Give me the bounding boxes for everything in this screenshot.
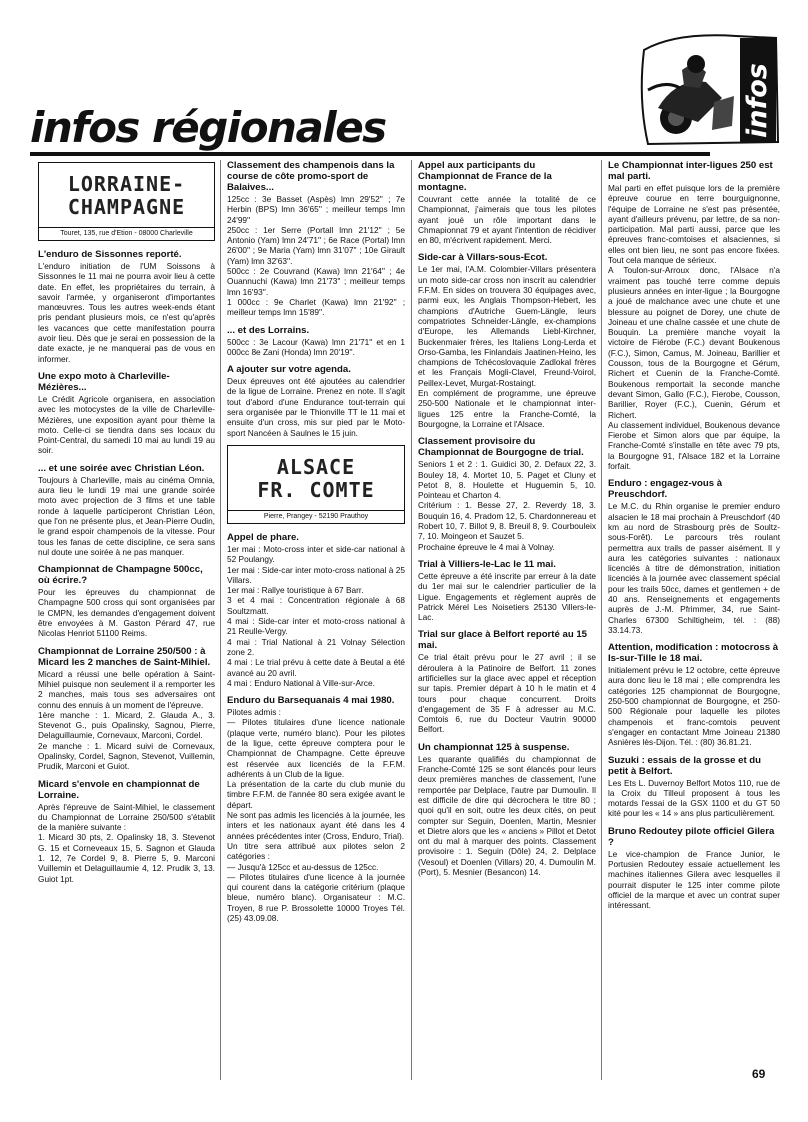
- article-title: Appel de phare.: [227, 531, 299, 543]
- article: [227, 532, 405, 688]
- article-title: Attention, modification : motocross à Is-sur-Tille le 18 mai.: [608, 642, 779, 665]
- article-title: Championnat de Champagne 500cc, où écrire.?: [38, 564, 203, 587]
- article-body: Le vice-champion de France Junior, le Portusien Redoutey essaie actuellement les machines italiennes Gilera avec lesquelles il pourrait disputer le 125 inter comme pilote officiel de la marque et avec un contrat super intéressant.: [608, 848, 780, 911]
- article: [608, 160, 780, 471]
- column-1: [38, 160, 215, 1080]
- article-title: Trial sur glace à Belfort reporté au 15 mai.: [418, 629, 588, 652]
- article-title: Le Championnat inter-ligues 250 est mal parti.: [608, 160, 773, 182]
- article: [608, 826, 780, 911]
- article: [38, 463, 215, 557]
- article-title: ... et une soirée avec Christian Léon.: [38, 462, 205, 474]
- article-body: Cette épreuve a été inscrite par erreur à la date du 1er mai sur le calendrier particulier de la Ligue. Engagements et règlement auprès de Patrick Mérel Les Noisetiers 25130 Villers-le-Lac.: [418, 570, 596, 623]
- page-title: infos régionales: [30, 103, 386, 152]
- article-title: Enduro : engagez-vous à Preuschdorf.: [608, 478, 723, 501]
- article: [38, 564, 215, 638]
- column-divider: [411, 160, 412, 1080]
- column-3: [418, 160, 596, 1080]
- article-body: 125cc : 3e Basset (Aspès) lmn 29'52'' ; 7e Herbin (BPS) lmn 36'65'' ; meilleur temps lmn 24'99'' 250cc : 1er Serre (Portall lmn 21'12'' ; 5e Antonio (Yam) lmn 24'71'' ; 6e Race (Portal) lmn 26'00'' ; 9e Maria (Yam) lmn 31'07'' ; 10e Girault (Yam) lmn 32'63''. 500cc : 2e Couvrand (Kawa) lmn 21'64'' ; 4e Ouannuchi (Kawa) lmn 21'73'' ; meilleur temps lmn 16'93''. 1 000cc : 9e Charlet (Kawa) lmn 21'92'' ; meilleur temps lmn 15'89''.: [227, 194, 405, 318]
- article: [418, 436, 596, 552]
- article-body: Couvrant cette année la totalité de ce Championnat, j'aimerais que tous les pilotes ayant joué un rôle important dans le Chmapionnat 79 et ayant l'intention de récidiver en 80, m'écrivent rapidement. Merci.: [418, 194, 596, 246]
- article-title: Suzuki : essais de la grosse et du petit à Belfort.: [608, 754, 762, 777]
- infos-logo: [636, 30, 782, 148]
- article-title: Classement des champenois dans la course de côte promo-sport de Balaives...: [227, 160, 395, 193]
- article-title: Une expo moto à Charleville-Mézières...: [38, 370, 170, 393]
- article-body: Les quarante qualifiés du championnat de Franche-Comté 125 se sont élancés pour leurs deux premières manches de classement, l'une remportée par Delplace, l'autre par Dumoulin. Il est difficile de dire qui décrochera le titre 80 ; quoi qu'il en soit, outre les deux cités, on peut compter sur Seguin, Doenlen, Martin, Mesnier et Dietre alors que les « anciens » Pillot et Detot ont du mal à marquer des points. Classement provisoire : 1. Seguin (Dôle) 24, 2. Delplace (Vesoul) et Doenlen (Villars) 20, 4. Dumoulin M. (Port), 5. Mesnier (Besancon) 14.: [418, 753, 596, 878]
- article-body: Pour les épreuves du championnat de Champagne 500 cross qui sont organisées par le CMPN, les demandes d'engagement doivent être envoyées à M. Gaston Pérard 47, rue Nicolas Henriot 51100 Reims.: [38, 587, 215, 639]
- article-body: Le M.C. du Rhin organise le premier enduro alsacien le 18 mai prochain à Preuschdorf (40 km au nord de Strasbourg près de Soultz-sous-Forêt). Le parcours très roulant permettra aux trails de passer aisément. Il y aura les catégories suivantes : nationaux licenciés à titre de démonstration, initiation licenciés à la journée avec classement spécial pour les trails 50cc, dames et gentlemen + de 40 ans. Renseignements et engagements auprès de J.-M. Pfrimmer, 34, rue Saint-Charles 67300 Schiltigheim, tél. : (88) 33.14.73.: [608, 501, 780, 635]
- article-body: 1er mai : Moto-cross inter et side-car national à 52 Poulangy. 1er mai : Side-car inter moto-cross national à 25 Villars. 1er mai : Rallye touristique à 67 Barr. 3 et 4 mai : Concentration régionale à 68 Soultzmatt. 4 mai : Side-car inter et moto-cross national à 21 Reulle-Vergy. 4 mai : Trial National à 21 Volnay Sélection zone 2. 4 mai : Le trial prévu à cette date à Beutal a été avancé au 20 avril. 4 mai : Enduro National à Ville-sur-Arce.: [227, 543, 405, 688]
- region-name: LORRAINE- CHAMPAGNE: [67, 172, 186, 219]
- article: [418, 252, 596, 429]
- article-title: Enduro du Barsequanais 4 mai 1980.: [227, 695, 395, 707]
- article-title: Un championnat 125 à suspense.: [418, 741, 570, 753]
- article: [418, 160, 596, 245]
- article: [608, 755, 780, 819]
- article-title: L'enduro de Sissonnes reporté.: [38, 249, 182, 260]
- article-title: Micard s'envole en championnat de Lorraine.: [38, 778, 200, 801]
- article: [38, 779, 215, 884]
- article-title: Side-car à Villars-sous-Ecot.: [418, 252, 548, 264]
- article: [608, 478, 780, 635]
- title-rule: [30, 152, 710, 156]
- logo-text: infos: [742, 63, 773, 138]
- article-title: Bruno Redoutey pilote officiel Gilera ?: [608, 825, 775, 848]
- article-body: Seniors 1 et 2 : 1. Guidici 30, 2. Defaux 22, 3. Bouley 18, 4. Mortet 10, 5. Paget et Cluny et Petot 8, 8. Houlette et Huguemin 5, 10. Pointeau et Charton 4. Critérium : 1. Besse 27, 2. Reverdy 18, 3. Bouquin 16, 4. Pradom 12, 5. Chardonnereau et Robert 10, 7. Billot 9, 8. Breuil 8, 9. Courbouleix 7, 10. Moingeon et Sauzet 5. Prochaine épreuve le 4 mai à Volnay.: [418, 459, 596, 552]
- column-divider: [601, 160, 602, 1080]
- article: [227, 325, 405, 358]
- column-2: [227, 160, 405, 1080]
- article-body: Le Crédit Agricole organisera, en association avec les motocystes de la ville de Charleville-Mézières, une exposition ayant pour thème la moto. Celle-ci se tiendra dans ses locaux du Point-Central, du samedi 10 mai au lundi 19 au soir.: [38, 393, 215, 456]
- article: [38, 249, 215, 364]
- article: [227, 364, 405, 438]
- article-body: Les Ets L. Duvernoy Belfort Motos 110, rue de la Croix du Tilleul proposent à tous les motards l'essai de la GSX 1100 et du GT 50 kité pour les « 14 » ans plus particulièrement.: [608, 777, 780, 819]
- article-body: Deux épreuves ont été ajoutées au calendrier de la ligue de Lorraine. Prenez en note. Il s'agit tout d'abord d'une Endurance tout-terrain qui sera organisée par le Thionville TT le 11 mai et ensuite d'un cross, mis sur pied par le Moto-sport Nancéen à Saulnes le 15 juin.: [227, 376, 405, 438]
- article: [418, 559, 596, 622]
- article-title: ... et des Lorrains.: [227, 324, 310, 336]
- region-header: [38, 162, 215, 241]
- article-body: Toujours à Charleville, mais au cinéma Omnia, aura lieu le lundi 19 mai une grande soirée moto avec projection de 3 films et une table ronde à laquelle participeront Christian Léon, que l'on ne présente plus, et Jean-Pierre Oudin, le grand espoir champenois de la vitesse. Pour tous les fanas de cette discipline, ce sera sans nul doute une soirée à ne pas manquer.: [38, 474, 215, 557]
- article-title: Trial à Villiers-le-Lac le 11 mai.: [418, 558, 556, 570]
- article: [227, 160, 405, 318]
- region-header: [227, 445, 405, 524]
- article-body: Après l'épreuve de Saint-Mihiel, le classement du Championnat de Lorraine 250/500 s'établit de la manière suivante : 1. Micard 30 pts, 2. Opalinsky 18, 3. Stevenot G. 15 et Corneveaux 15, 5. Sagnon et Glauda 1. 12, 7e Cordel 9, 8. Pierre 5, 9. Marconi Vuillemin et Delaguillaumie 4, 12. Prudik 3, 13. Guiot 1pt.: [38, 801, 215, 884]
- region-address: Pierre, Prangey - 52190 Prauthoy: [228, 510, 404, 523]
- article-title: Appel aux participants du Championnat de France de la montagne.: [418, 160, 552, 193]
- page-number: 69: [752, 1067, 766, 1081]
- article: [608, 642, 780, 747]
- article-body: L'enduro initiation de l'UM Soissons à Sissonnes le 11 mai ne pourra avoir lieu à cette date. En effet, les propriétaires du terrain, à savoir l'armée, y organiseront d'importantes manœuvres. Tous les autres week-ends étant pris pendant plusieurs mois, ce n'est qu'après les vacances que cette manifestation pourra avoir lieu. Dès que je serai en possession de la date exacte, je ne manquerai pas de vous en informer.: [38, 261, 215, 364]
- article: [38, 646, 215, 772]
- article-body: Ce trial était prévu pour le 27 avril ; il se déroulera à la Patinoire de Belfort. 11 zones artificielles sur la glace avec appel et réception sur tapis. Premier départ à 10 h le matin et 4 tours pour chaque concurrent. Droits d'engagement de 35 F à adresser au M.C. Comtois 6, rue du Docteur Vautrin 90000 Belfort.: [418, 652, 596, 735]
- article-body: Initialement prévu le 12 octobre, cette épreuve aura donc lieu le 18 mai ; elle comprendra les catégories 125 championnat de Bourgogne, 250-500 championnat de Bourgogne, et 250-500 Régionale pour laquelle les pilotes champenois et franc-comtois peuvent s'engager en contactant Mme Joineau 21380 Asnières lès-Dijon. Tél. : (80) 36.81.21.: [608, 665, 780, 748]
- article: [38, 371, 215, 456]
- column-4: [608, 160, 780, 1080]
- article: [418, 629, 596, 734]
- region-name: ALSACE FR. COMTE: [257, 454, 375, 502]
- article-body: Micard a réussi une belle opération à Saint-Mihiel puisque non seulement il a remporter les 2 manches, mais tous ses adversaires ont connu des ennuis à un moment de l'épreuve. 1ère manche : 1. Micard, 2. Glauda A., 3. Stevenot G., puis Opalinsky, Sagnou, Pierre, Delaguillaumie, Cornevaux, Marconi, Cordel. 2e manche : 1. Micard suivi de Cornevaux, Opalinsky, Cordel, Sagnon, Stevenot, Vuillemin, Prudik, Marconi et Guiot.: [38, 668, 215, 772]
- article-body: Mal parti en effet puisque lors de la première épreuve courue en terre bourguignonne, l'équipe de Lorraine ne s'est pas présentée, ayant d'ailleurs prévenu, par lettre, de sa non-participation. Mal parti aussi, parce que les épreuves franc-comtoises et alsaciennes, si elles ont bien lieu, ne sont pas encore fixées. Tout cela manque de sérieux. A Toulon-sur-Arroux donc, l'Alsace n'a vraiment pas touché terre comme depuis plusieurs années en inter-ligue ; la Bourgogne a joué de malchance avec une chute et une blessure au poignet de Dorey, une chute de Joineau et une chaîne cassée et une chute de Bouquin. La première manche voyait la victoire de Fiérobe (F.C.) devant Boukenous (F.C.), Simon, Camus, M. Joineau, Barillier et Cousson, tous de la Bourgogne et Gérum, Richert et Cuenin de la Franche-Comté. Boukenous remportait la seconde manche devant Simon, Gallo (F.C.), Fierobe, Cousson, Barillier, Royer (F.C.), Cuenin, Gérum et Richert. Au classement individuel, Boukenous devance Fierobe et Simon alors que par équipe, la Franche-Comté s'installe en tête avec 79 pts, la Bourgogne 91, l'Alsace 182 et la Lorraine forfait.: [608, 183, 780, 472]
- article-body: Pilotes admis : — Pilotes titulaires d'une licence nationale (plaque verte, numéro blanc). Pour les pilotes de la ligue, cette épreuve comptera pour le Championnat de Champagne. Cette épreuve est réservée aux licenciés de la F.F.M. adhérents à un Club de la ligue. La présentation de la carte du club munie du timbre F.F.M. de l'année 80 sera exigée avant le départ. Ne sont pas admis les licenciés à la journée, les inters et les nationaux ayant été dans les 4 années précédentes inter (Cross, Enduro, Trial). Un titre sera attribué aux pilotes selon 2 catégories : — Jusqu'à 125cc et au-dessus de 125cc. — Pilotes titulaires d'une licence à la journée qui courent dans la catégorie critérium (plaque bleue, numéro blanc). Organisateur : M.C. Troyen, 8 rue P. Brossolette 10000 Troyes Tél. (25) 43.09.08.: [227, 707, 405, 924]
- article-title: Classement provisoire du Championnat de Bourgogne de trial.: [418, 436, 584, 459]
- article: [418, 742, 596, 878]
- article-title: Championnat de Lorraine 250/500 : à Micard les 2 manches de Saint-Mihiel.: [38, 645, 211, 668]
- column-divider: [220, 160, 221, 1080]
- article-title: A ajouter sur votre agenda.: [227, 364, 351, 376]
- article-body: 500cc : 3e Lacour (Kawa) lmn 21'71'' et en 1 000cc 8e Zani (Honda) lmn 20'19''.: [227, 336, 405, 357]
- article: [227, 695, 405, 923]
- region-address: Touret, 135, rue d'Etion - 08000 Charleville: [39, 227, 214, 240]
- article-body: Le 1er mai, l'A.M. Colombier-Villars présentera un moto side-car cross non inscrit au calendrier F.F.M. En sides on trouvera 30 équipages avec, parmi eux, les Anglais Thompson-Hebert, les champions d'Autriche Guem-Längle, leurs compatriotes Schneider-Längle, ex-champions d'Europe, les Allemands Liebl-Kirchner, Buckenmaier frères, les Italiens Long-Lerda et Orso-Gamba, les Finlandais Jaatinen-Heino, les champions de Tchécoslovaquie Zadlokal frères et les Français Mogli-Clavel, Freund-Voirol, Peillex-Levet, Murgat-Rostaingt. En complément de programme, une épreuve 250-500 Nationale et le championnat inter-ligues 125 entre la Franche-Comté, la Bourgogne, la Lorraine et l'Alsace.: [418, 264, 596, 429]
